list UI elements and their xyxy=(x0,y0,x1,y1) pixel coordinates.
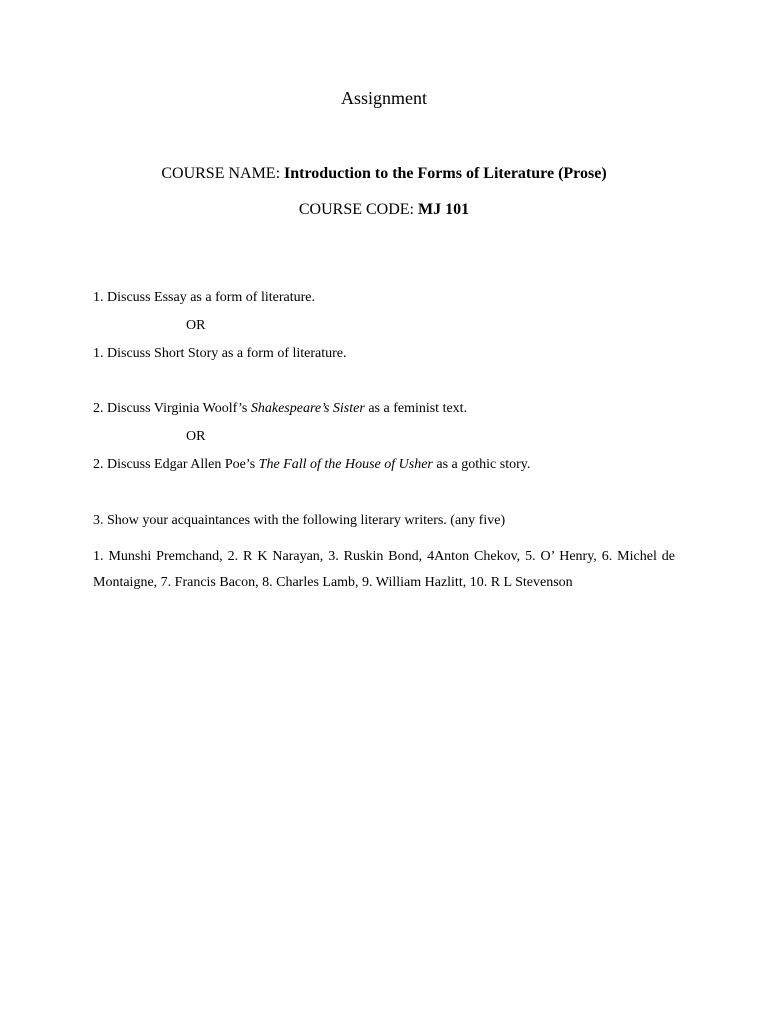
or-separator-1: OR xyxy=(186,318,206,333)
or-separator-2: OR xyxy=(186,429,206,444)
question-1-option-a: 1. Discuss Essay as a form of literature. xyxy=(93,290,315,305)
course-name-value: Introduction to the Forms of Literature (Prose) xyxy=(284,165,607,182)
writers-list: 1. Munshi Premchand, 2. R K Narayan, 3. Ruskin Bond, 4Anton Chekov, 5. O’ Henry, 6. Michel de Montaigne, 7. Francis Bacon, 8. Charles Lamb, 9. William Hazlitt, 10. R L Stevenson xyxy=(93,549,675,590)
page-title: Assignment xyxy=(340,88,427,108)
course-code-line xyxy=(0,199,768,221)
question-2b-prefix: 2. Discuss Edgar Allen Poe’s xyxy=(93,457,259,472)
course-code-label: COURSE CODE: xyxy=(298,201,418,218)
question-2b-work-title: The Fall of the House of Usher xyxy=(258,457,433,472)
course-name-line xyxy=(0,163,768,185)
question-2-option-b xyxy=(93,455,530,475)
question-2-option-a xyxy=(93,399,467,419)
question-2b-suffix: as a gothic story. xyxy=(432,457,531,472)
question-2a-suffix: as a feminist text. xyxy=(364,401,468,416)
question-1-option-b: 1. Discuss Short Story as a form of literature. xyxy=(93,346,347,361)
course-name-label: COURSE NAME: xyxy=(161,165,285,182)
question-2a-prefix: 2. Discuss Virginia Woolf’s xyxy=(93,401,251,416)
question-2a-work-title: Shakespeare’s Sister xyxy=(250,401,365,416)
course-code-value: MJ 101 xyxy=(418,201,470,218)
question-3: 3. Show your acquaintances with the following literary writers. (any five) xyxy=(93,513,506,528)
